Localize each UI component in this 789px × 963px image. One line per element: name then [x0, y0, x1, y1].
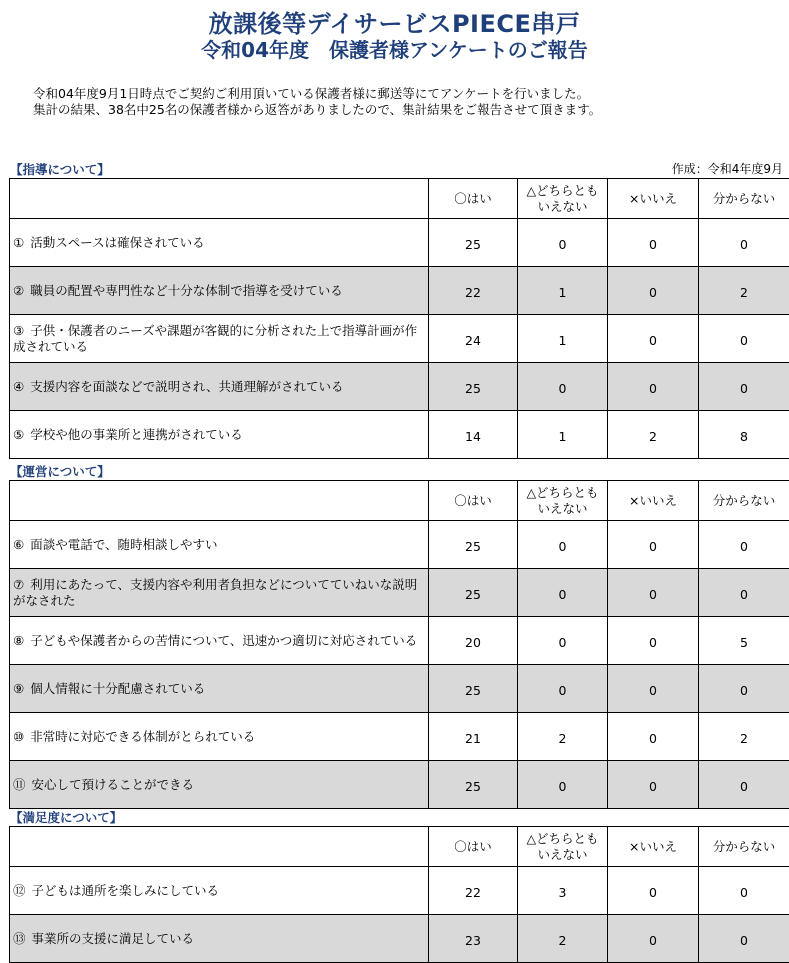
table-row	[10, 569, 789, 617]
count-neutral: 2	[518, 713, 608, 761]
intro-line-1: 令和04年度9月1日時点でご契約ご利用頂いている保護者様に郵送等にてアンケートを行いました。	[33, 86, 601, 102]
table-header-row	[10, 827, 789, 867]
question-text: 学校や他の事業所と連携がされている	[30, 427, 243, 442]
count-unknown: 0	[699, 761, 789, 809]
question-text: 子どもは通所を楽しみにしている	[32, 883, 220, 898]
table-row	[10, 315, 789, 363]
question-text: 子供・保護者のニーズや課題が客観的に分析された上で指導計画が作成されている	[13, 323, 417, 354]
header-question-cell	[10, 179, 429, 219]
question-text: 活動スペースは確保されている	[30, 235, 204, 250]
intro-text	[33, 86, 601, 118]
question-number: ⑩	[13, 729, 24, 744]
question-cell	[10, 267, 429, 315]
question-cell	[10, 569, 429, 617]
table-row	[10, 761, 789, 809]
count-no: 0	[608, 713, 699, 761]
section-title: 【満足度について】	[10, 808, 122, 826]
question-number: ⑬	[13, 931, 26, 946]
header-question-cell	[10, 481, 429, 521]
header-no: ×いいえ	[608, 827, 699, 867]
count-yes: 25	[429, 521, 518, 569]
count-neutral: 0	[518, 761, 608, 809]
question-number: ⑫	[13, 883, 26, 898]
table-header-row	[10, 481, 789, 521]
table-header-row	[10, 179, 789, 219]
question-cell	[10, 915, 429, 963]
header-no: ×いいえ	[608, 481, 699, 521]
count-yes: 21	[429, 713, 518, 761]
count-yes: 22	[429, 867, 518, 915]
header-unknown: 分からない	[699, 827, 789, 867]
count-neutral: 2	[518, 915, 608, 963]
report-subtitle: 令和04年度 保護者様アンケートのご報告	[0, 34, 789, 63]
question-text: 支援内容を面談などで説明され、共通理解がされている	[30, 379, 343, 394]
question-number: ④	[13, 379, 24, 394]
question-text: 職員の配置や専門性など十分な体制で指導を受けている	[30, 283, 343, 298]
created-date: 作成：令和4年度9月	[672, 160, 783, 177]
table-row	[10, 713, 789, 761]
count-no: 0	[608, 569, 699, 617]
table-row	[10, 219, 789, 267]
question-cell	[10, 219, 429, 267]
count-no: 0	[608, 617, 699, 665]
question-cell	[10, 411, 429, 459]
header-unknown: 分からない	[699, 481, 789, 521]
count-neutral: 0	[518, 665, 608, 713]
question-number: ③	[13, 323, 24, 338]
header-neutral	[518, 481, 608, 521]
count-unknown: 0	[699, 867, 789, 915]
count-yes: 25	[429, 761, 518, 809]
survey-table	[9, 480, 789, 809]
count-yes: 24	[429, 315, 518, 363]
count-neutral: 0	[518, 521, 608, 569]
header-yes: 〇はい	[429, 179, 518, 219]
table-row	[10, 267, 789, 315]
count-no: 0	[608, 219, 699, 267]
header-yes: 〇はい	[429, 827, 518, 867]
count-unknown: 2	[699, 713, 789, 761]
question-text: 個人情報に十分配慮されている	[30, 681, 205, 696]
count-neutral: 1	[518, 411, 608, 459]
table-row	[10, 665, 789, 713]
header-neutral	[518, 179, 608, 219]
count-neutral: 0	[518, 363, 608, 411]
count-yes: 25	[429, 665, 518, 713]
question-number: ⑦	[13, 577, 24, 592]
question-cell	[10, 665, 429, 713]
header-neutral-line2: いえない	[518, 199, 607, 215]
count-neutral: 3	[518, 867, 608, 915]
question-number: ①	[13, 235, 24, 250]
table-row	[10, 867, 789, 915]
question-cell	[10, 521, 429, 569]
question-number: ⑪	[13, 777, 26, 792]
report-title: 放課後等デイサービスPIECE串戸	[0, 4, 789, 39]
count-no: 0	[608, 761, 699, 809]
count-yes: 25	[429, 569, 518, 617]
count-neutral: 0	[518, 569, 608, 617]
count-no: 0	[608, 363, 699, 411]
question-text: 子どもや保護者からの苦情について、迅速かつ適切に対応されている	[30, 633, 417, 648]
count-yes: 25	[429, 219, 518, 267]
count-neutral: 0	[518, 617, 608, 665]
count-unknown: 0	[699, 665, 789, 713]
count-unknown: 8	[699, 411, 789, 459]
survey-table	[9, 178, 789, 459]
count-no: 0	[608, 267, 699, 315]
intro-line-2: 集計の結果、38名中25名の保護者様から返答がありましたので、集計結果をご報告させて頂きます。	[33, 102, 601, 118]
question-text: 非常時に対応できる体制がとられている	[30, 729, 255, 744]
count-unknown: 0	[699, 521, 789, 569]
table-row	[10, 521, 789, 569]
count-unknown: 2	[699, 267, 789, 315]
question-cell	[10, 617, 429, 665]
question-cell	[10, 363, 429, 411]
count-no: 0	[608, 867, 699, 915]
question-cell	[10, 315, 429, 363]
section-title: 【運営について】	[10, 462, 110, 480]
question-text: 利用にあたって、支援内容や利用者負担などについてていねいな説明がなされた	[13, 577, 417, 608]
count-unknown: 5	[699, 617, 789, 665]
table-row	[10, 363, 789, 411]
question-cell	[10, 713, 429, 761]
question-number: ②	[13, 283, 24, 298]
count-yes: 20	[429, 617, 518, 665]
question-number: ⑨	[13, 681, 24, 696]
header-unknown: 分からない	[699, 179, 789, 219]
count-yes: 14	[429, 411, 518, 459]
count-no: 2	[608, 411, 699, 459]
table-row	[10, 617, 789, 665]
table-row	[10, 411, 789, 459]
count-unknown: 0	[699, 569, 789, 617]
header-neutral-line1: △どちらとも	[518, 183, 607, 199]
count-no: 0	[608, 915, 699, 963]
header-neutral-line2: いえない	[518, 847, 607, 863]
header-neutral-line1: △どちらとも	[518, 831, 607, 847]
count-yes: 23	[429, 915, 518, 963]
header-neutral	[518, 827, 608, 867]
header-neutral-line1: △どちらとも	[518, 485, 607, 501]
question-cell	[10, 761, 429, 809]
section-title: 【指導について】	[10, 160, 110, 178]
count-no: 0	[608, 315, 699, 363]
question-text: 事業所の支援に満足している	[32, 931, 195, 946]
count-no: 0	[608, 521, 699, 569]
count-unknown: 0	[699, 315, 789, 363]
count-neutral: 1	[518, 315, 608, 363]
question-number: ⑤	[13, 427, 24, 442]
table-row	[10, 915, 789, 963]
count-unknown: 0	[699, 915, 789, 963]
count-yes: 25	[429, 363, 518, 411]
question-cell	[10, 867, 429, 915]
count-unknown: 0	[699, 363, 789, 411]
header-neutral-line2: いえない	[518, 501, 607, 517]
header-no: ×いいえ	[608, 179, 699, 219]
survey-table	[9, 826, 789, 963]
question-text: 面談や電話で、随時相談しやすい	[30, 537, 217, 552]
count-no: 0	[608, 665, 699, 713]
count-neutral: 0	[518, 219, 608, 267]
question-text: 安心して預けることができる	[32, 777, 195, 792]
count-unknown: 0	[699, 219, 789, 267]
question-number: ⑥	[13, 537, 24, 552]
count-neutral: 1	[518, 267, 608, 315]
header-question-cell	[10, 827, 429, 867]
header-yes: 〇はい	[429, 481, 518, 521]
count-yes: 22	[429, 267, 518, 315]
question-number: ⑧	[13, 633, 24, 648]
